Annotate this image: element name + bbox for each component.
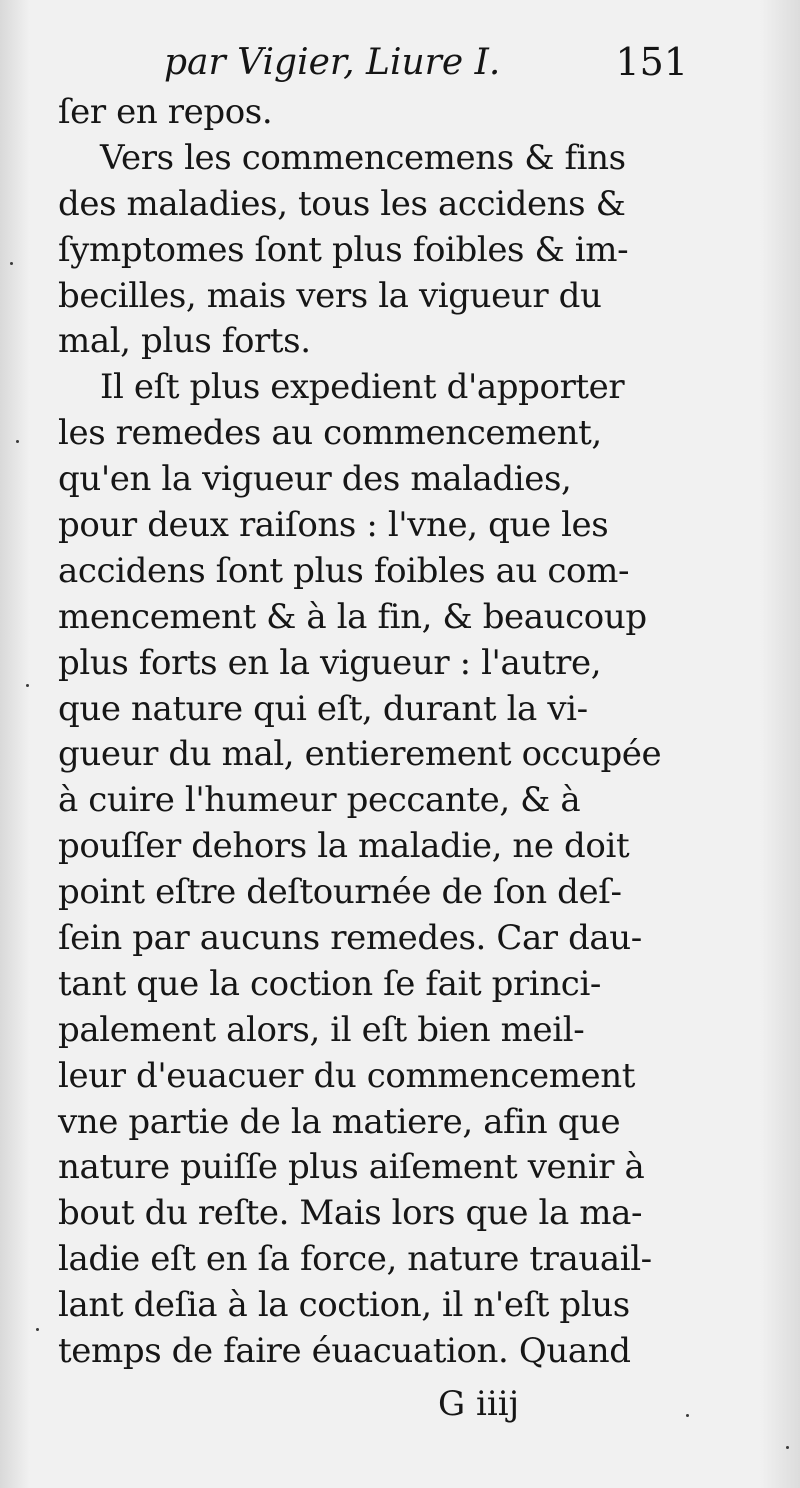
body-text (58, 90, 678, 1375)
text-line: accidens ſont plus foibles au com- (58, 550, 630, 591)
running-title: par Vigier, Liure I. (164, 42, 501, 83)
text-line: lant deſia à la coction, il n'eſt plus (58, 1285, 630, 1326)
text-line: ſymptomes ſont plus foibles & im- (58, 229, 629, 270)
text-line: bout du reſte. Mais lors que la ma- (58, 1193, 643, 1234)
text-line: becilles, mais vers la vigueur du (58, 275, 602, 316)
scan-speck (686, 1414, 689, 1417)
text-line: ſein par aucuns remedes. Car dau- (58, 918, 642, 959)
text-line: tant que la coction ſe fait princi- (58, 963, 602, 1004)
text-line: point eſtre deſtournée de ſon deſ- (58, 872, 622, 913)
scan-speck (26, 684, 29, 687)
page-header (60, 36, 688, 96)
signature-mark: G iiij (438, 1384, 520, 1424)
text-line: des maladies, tous les accidens & (58, 183, 626, 224)
text-line: Il eſt plus expedient d'apporter (100, 367, 625, 408)
scan-speck (10, 262, 13, 265)
text-line: leur d'euacuer du commencement (58, 1055, 636, 1096)
text-line: ladie eſt en ſa force, nature trauail- (58, 1239, 652, 1280)
page-edge-right (760, 0, 800, 1488)
text-line: mal, plus forts. (58, 321, 311, 362)
scan-speck (16, 440, 19, 443)
text-line: nature puiſſe plus aiſement venir à (58, 1147, 645, 1188)
text-line: temps de faire éuacuation. Quand (58, 1331, 631, 1372)
scan-speck (36, 1328, 39, 1331)
text-line: gueur du mal, entierement occupée (58, 734, 662, 775)
text-line: pour deux raiſons : l'vne, que les (58, 505, 609, 546)
text-line: mencement & à la fin, & beaucoup (58, 596, 647, 637)
text-line: pouſſer dehors la maladie, ne doit (58, 826, 630, 867)
text-line: plus forts en la vigueur : l'autre, (58, 642, 602, 683)
text-line: qu'en la vigueur des maladies, (58, 459, 572, 500)
page-number: 151 (615, 40, 688, 84)
text-line: que nature qui eſt, durant la vi- (58, 688, 588, 729)
text-line: palement alors, il eſt bien meil- (58, 1009, 585, 1050)
text-line: ſer en repos. (58, 92, 273, 132)
scan-speck (786, 1446, 789, 1449)
text-line: les remedes au commencement, (58, 413, 602, 454)
page-edge-left (0, 0, 30, 1488)
text-line: vne partie de la matiere, afin que (58, 1101, 621, 1142)
text-line: Vers les commencemens & fins (100, 137, 626, 178)
text-line: à cuire l'humeur peccante, & à (58, 780, 581, 821)
